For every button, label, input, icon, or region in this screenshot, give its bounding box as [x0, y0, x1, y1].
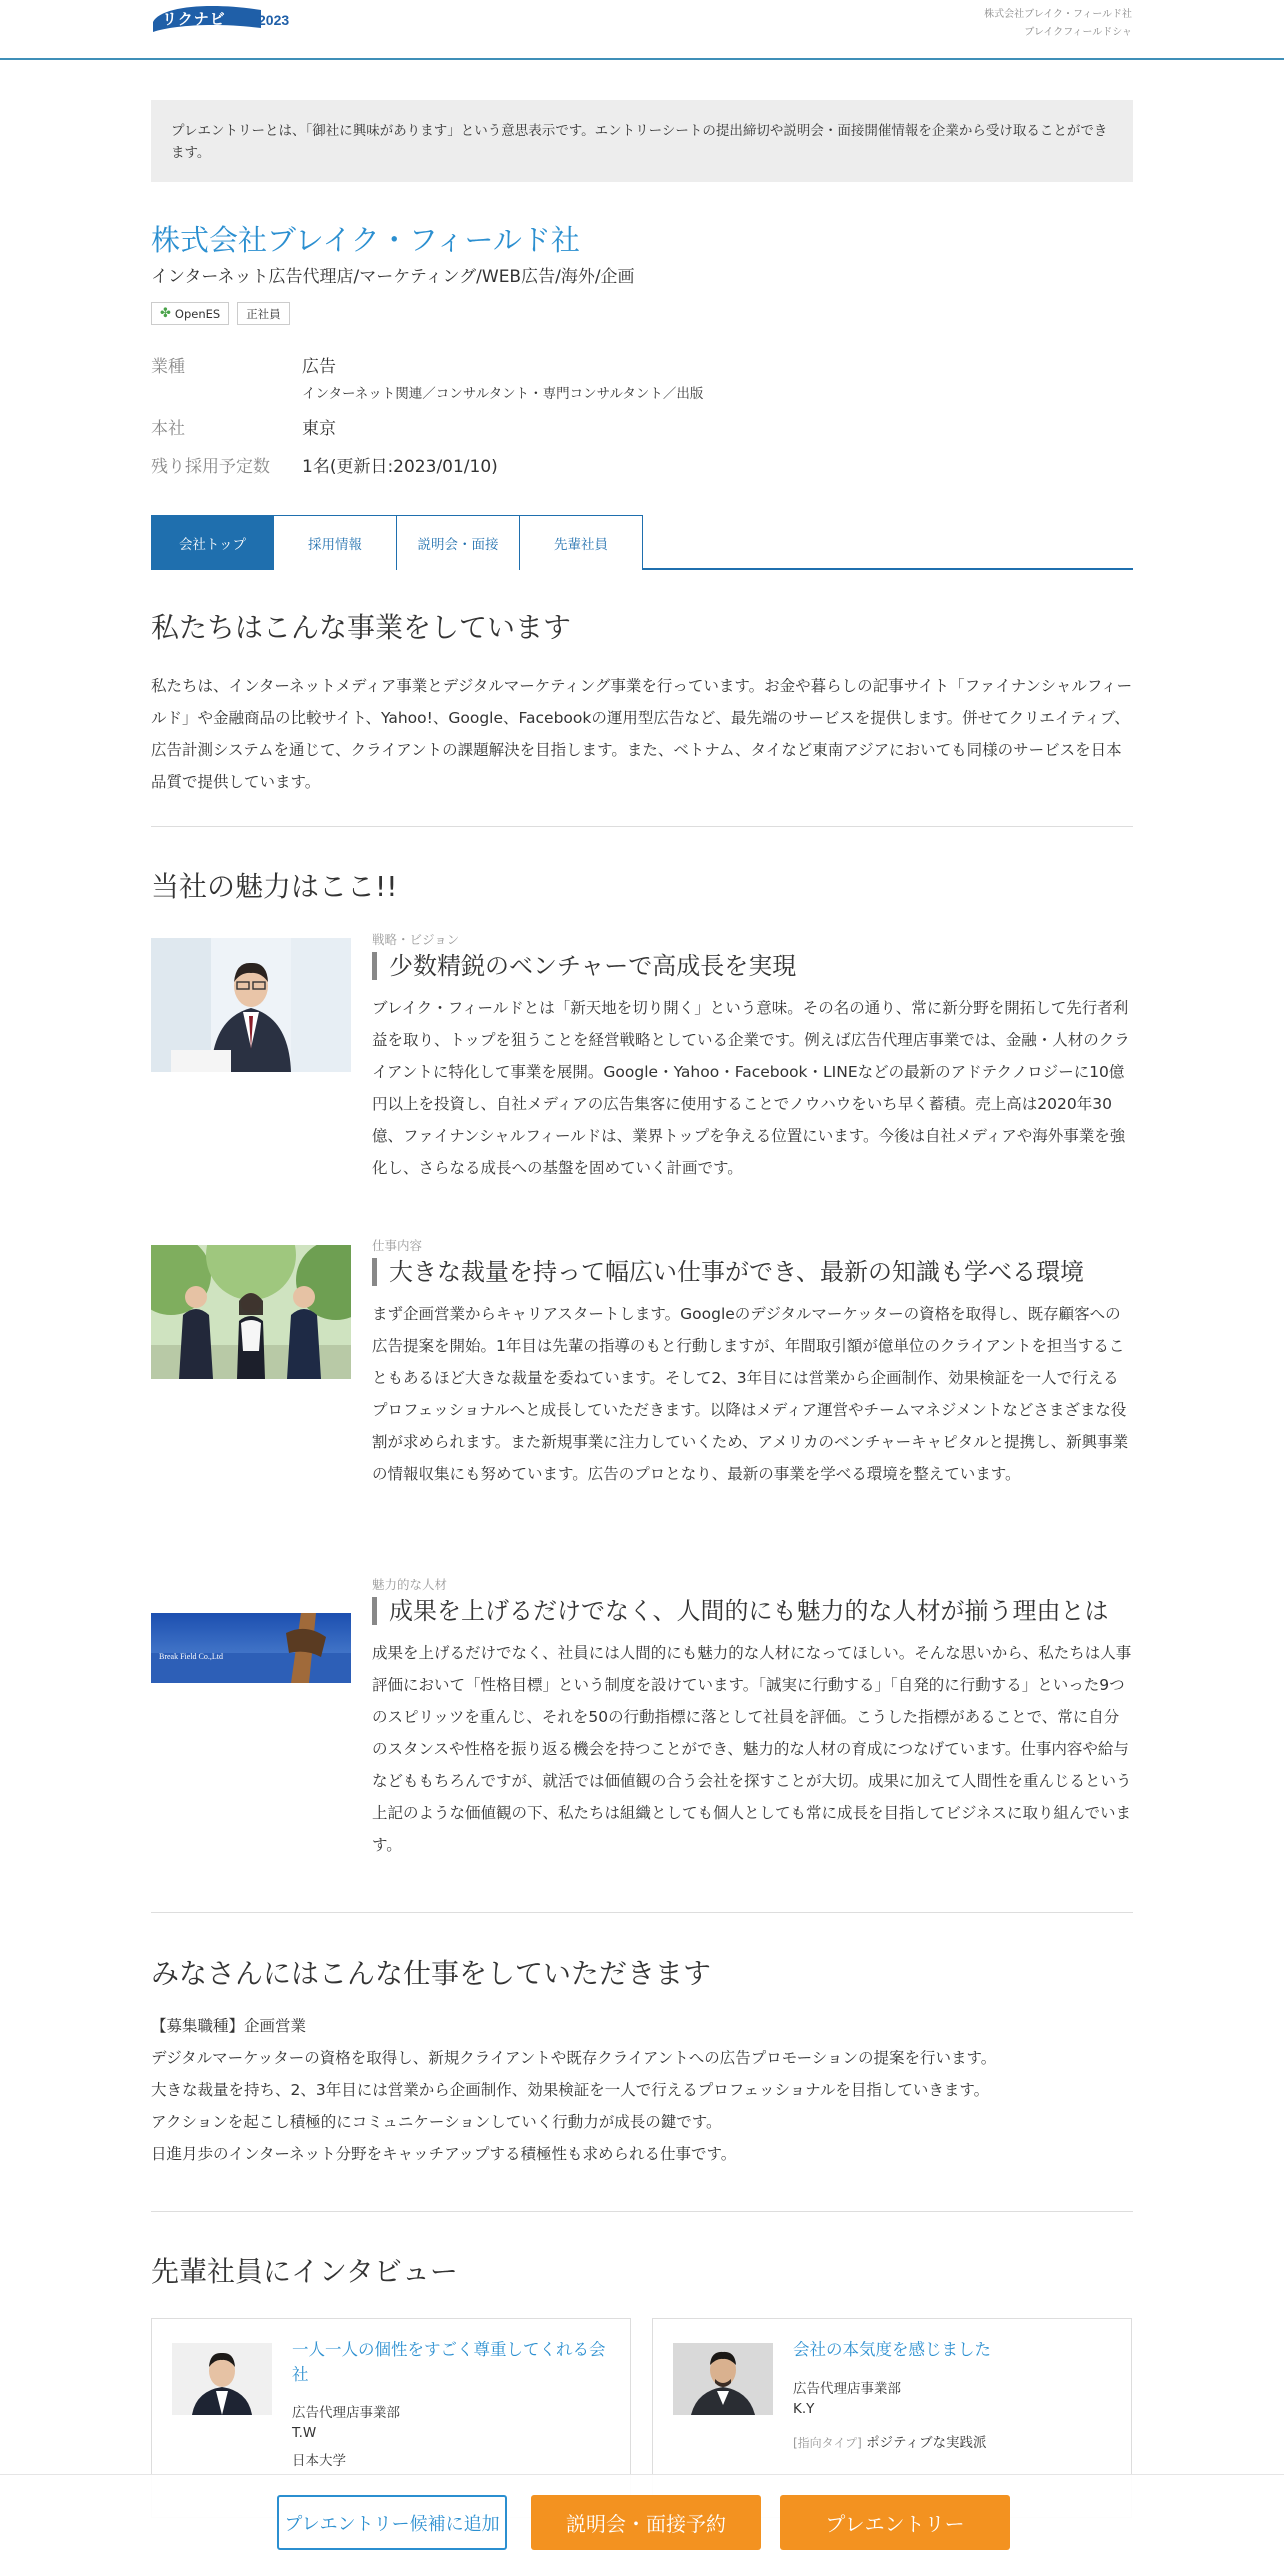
- interviewee-initials: K.Y: [793, 2401, 815, 2417]
- interviewee-school: 日本大学: [292, 2453, 346, 2469]
- tag-label: 正社員: [246, 306, 281, 321]
- feature-photo: [151, 1613, 351, 1683]
- divider: [151, 826, 1133, 827]
- type-value: ポジティブな実践派: [866, 2435, 987, 2451]
- job-line: デジタルマーケッターの資格を取得し、新規クライアントや既存クライアントへの広告プロモーションの提案を行います。: [151, 2049, 997, 2067]
- hq-label: 本社: [151, 419, 185, 439]
- feature-photo: [151, 938, 351, 1072]
- seminar-reserve-button[interactable]: 説明会・面接予約: [531, 2495, 761, 2550]
- feature-title: 成果を上げるだけでなく、人間的にも魅力的な人材が揃う理由とは: [372, 1597, 1109, 1625]
- company-subtitle: インターネット広告代理店/マーケティング/WEB広告/海外/企画: [151, 267, 635, 287]
- header-company: [984, 6, 1132, 42]
- interviewee-photo: [673, 2343, 773, 2415]
- tab-recruitment[interactable]: 採用情報: [274, 515, 397, 570]
- interviewee-dept: 広告代理店事業部: [292, 2405, 400, 2421]
- feature-text: 成果を上げるだけでなく、社員には人間的にも魅力的な人材になってほしい。そんな思いから、私たちは人事評価において「性格目標」という制度を設けています。「誠実に行動する」「自発的に行動する」といった9つのスピリッツを重んじ、それを50の行動指標に落として社員を評価。こうした指標があることで、常に自分のスタンスや性格を振り返る機会を持つことができ、魅力的な人材の育成につなげています。仕事内容や給与などももちろんですが、就活では価値観の合う会社を探すことが大切。成果に加えて人間性を重んじるという上記のような価値観の下、私たちは組織としても個人としても常に成長を目指してビジネスに取り組んでいます。: [372, 1644, 1132, 1854]
- action-bar: [0, 2474, 1284, 2568]
- feature-title: 少数精鋭のベンチャーで高成長を実現: [372, 952, 796, 980]
- interviewee-photo: [172, 2343, 272, 2415]
- clover-icon: ✤: [160, 306, 171, 321]
- remaining-label: 残り採用予定数: [151, 457, 270, 477]
- tab-seminar-interview[interactable]: 説明会・面接: [397, 515, 520, 570]
- pre-entry-notice: プレエントリーとは、「御社に興味があります」という意思表示です。エントリーシートの提出締切や説明会・面接開催情報を企業から受け取ることができます。: [151, 100, 1133, 182]
- header-company-name: 株式会社ブレイク・フィールド社: [984, 9, 1132, 20]
- type-label: [指向タイプ]: [793, 2436, 862, 2450]
- feature-category: 魅力的な人材: [372, 1577, 448, 1592]
- feature-title: 大きな裁量を持って幅広い仕事ができ、最新の知識も学べる環境: [372, 1258, 1084, 1286]
- divider: [151, 2211, 1133, 2212]
- job-description: [151, 2010, 1133, 2170]
- industry-value: 広告: [302, 357, 336, 377]
- job-line: 大きな裁量を持ち、2、3年目には営業から企画制作、効果検証を一人で行えるプロフェッショナルを目指していきます。: [151, 2081, 990, 2099]
- feature-text: まず企画営業からキャリアスタートします。Googleのデジタルマーケッターの資格を取得し、既存顧客への広告提案を開始。1年目は先輩の指導のもと行動しますが、年間取引額が億単位のクライアントを担当することもあるほど大きな裁量を委ねています。そして2、3年目には営業から企画制作、効果検証を一人で行えるプロフェッショナルへと成長していただきます。以降はメディア運営やチームマネジメントなどさまざまな役割が求められます。また新規事業に注力していくため、アメリカのベンチャーキャピタルと提携し、新興事業の情報収集にも努めています。広告のプロとなり、最新の事業を学べる環境を整えています。: [372, 1305, 1129, 1483]
- job-heading: みなさんにはこんな仕事をしていただきます: [151, 1957, 712, 1990]
- add-pre-entry-candidate-button[interactable]: プレエントリー候補に追加: [277, 2495, 507, 2550]
- feature-text: ブレイク・フィールドとは「新天地を切り開く」という意味。その名の通り、常に新分野を開拓して先行者利益を取り、トップを狙うことを経営戦略としている企業です。例えば広告代理店事業では、金融・人材のクライアントに特化して事業を展開。Google・Yahoo・Facebook・LINEなどの最新のアドテクノロジーに10億円以上を投資し、自社メディアの広告集客に使用することでノウハウをいち早く蓄積。売上高は2020年30億、ファイナンシャルフィールドは、業界トップを争える位置にいます。今後は自社メディアや海外事業を強化し、さらなる成長への基盤を固めていく計画です。: [372, 999, 1130, 1177]
- feature-image-caption: Break Field Co.,Ltd: [159, 1652, 223, 1661]
- job-line: アクションを起こし積極的にコミュニケーションしていく行動力が成長の鍵です。: [151, 2113, 722, 2131]
- hq-value: 東京: [302, 419, 336, 439]
- business-heading: 私たちはこんな事業をしています: [151, 611, 572, 644]
- tab-senior-staff[interactable]: 先輩社員: [520, 515, 643, 570]
- pre-entry-button[interactable]: プレエントリー: [780, 2495, 1010, 2550]
- company-name: 株式会社ブレイク・フィールド社: [151, 223, 580, 257]
- tab-bar: [151, 515, 1133, 570]
- logo-text: リクナビ: [162, 10, 226, 28]
- interviewee-initials: T.W: [292, 2425, 317, 2441]
- feature-photo: [151, 1245, 351, 1379]
- business-text: 私たちは、インターネットメディア事業とデジタルマーケティング事業を行っています。お金や暮らしの記事サイト「ファイナンシャルフィールド」や金融商品の比較サイト、Yahoo!、Google、Facebookの運用型広告など、最先端のサービスを提供します。併せてクリエイティブ、広告計測システムを通じて、クライアントの課題解決を目指します。また、ベトナム、タイなど東南アジアにおいても同様のサービスを日本品質で提供しています。: [151, 677, 1133, 791]
- job-line: 【募集職種】企画営業: [151, 2017, 307, 2035]
- openes-tag: [151, 302, 229, 325]
- industry-label: 業種: [151, 357, 185, 377]
- header-company-kana: ブレイクフィールドシャ: [1024, 27, 1132, 38]
- interview-heading: 先輩社員にインタビュー: [151, 2255, 458, 2288]
- interviewee-type: [793, 2431, 986, 2451]
- industry-sub: インターネット関連／コンサルタント・専門コンサルタント／出版: [302, 386, 704, 402]
- company-tags: [151, 302, 1133, 325]
- logo-year: 2023: [258, 12, 290, 28]
- job-line: 日進月歩のインターネット分野をキャッチアップする積極性も求められる仕事です。: [151, 2145, 737, 2163]
- employment-tag: [237, 302, 290, 325]
- tab-company-top[interactable]: 会社トップ: [151, 515, 274, 570]
- interviewee-dept: 広告代理店事業部: [793, 2381, 901, 2397]
- remaining-value: 1名(更新日:2023/01/10): [302, 457, 498, 477]
- site-header: [0, 0, 1284, 60]
- tag-label: OpenES: [174, 306, 221, 321]
- feature-category: 仕事内容: [372, 1238, 423, 1253]
- interview-title[interactable]: 会社の本気度を感じました: [793, 2340, 991, 2359]
- appeal-heading: 当社の魅力はここ!!: [151, 870, 398, 903]
- feature-category: 戦略・ビジョン: [372, 932, 460, 947]
- divider: [151, 1912, 1133, 1913]
- interview-title[interactable]: 一人一人の個性をすごく尊重してくれる会社: [292, 2340, 606, 2384]
